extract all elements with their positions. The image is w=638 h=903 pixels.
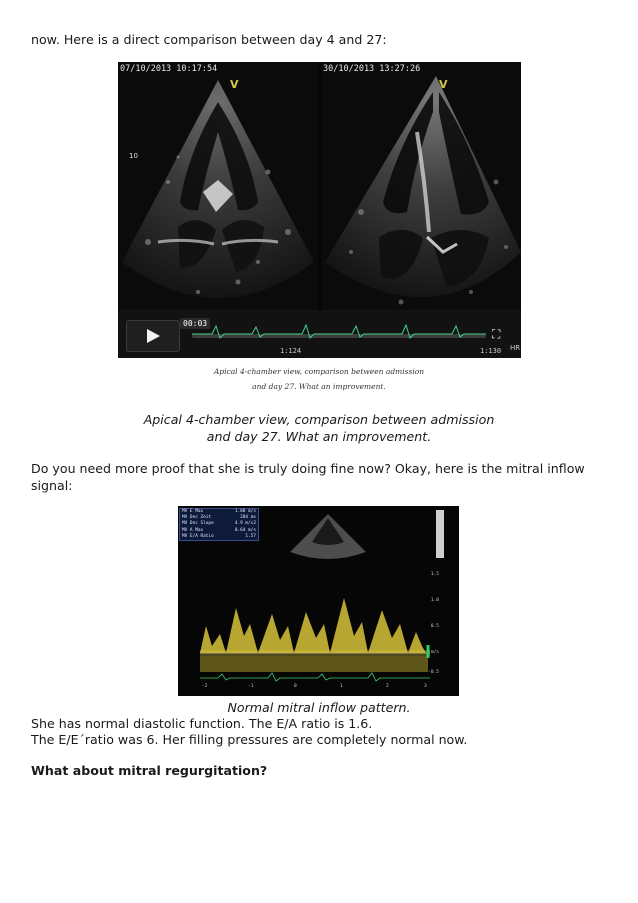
filling-pressure-line: The E/E´ratio was 6. Her filling pressures are completely normal now. — [31, 732, 468, 747]
timestamp-left: 07/10/2013 10:17:54 — [120, 64, 218, 74]
hr-label: HR — [510, 344, 521, 352]
x-tick: 2 — [386, 684, 389, 689]
scale-label: -0.5 — [428, 670, 439, 675]
depth-label: 10 — [129, 152, 138, 160]
embedded-caption-line1: Apical 4-chamber view, comparison between admission — [213, 367, 425, 376]
x-tick: -2 — [202, 684, 208, 689]
v-marker-right: V — [439, 78, 448, 91]
v-marker-left: V — [230, 78, 239, 91]
x-tick: 0 — [294, 684, 297, 689]
scale-label: m/s — [430, 650, 439, 655]
echo-comparison-video[interactable] — [118, 62, 521, 358]
x-tick: -1 — [248, 684, 254, 689]
playback-time: 00:03 — [180, 318, 210, 329]
intro-text: now. Here is a direct comparison between day 4 and 27: — [31, 32, 387, 47]
mitral-inflow-doppler-image — [178, 506, 459, 696]
play-icon[interactable] — [126, 320, 180, 352]
frame-counter-right: 1:130 — [480, 347, 502, 355]
caption-echo-line1: Apical 4-chamber view, comparison between admission — [143, 412, 495, 427]
caption-doppler: Normal mitral inflow pattern. — [227, 700, 411, 715]
embedded-caption-line2: and day 27. What an improvement. — [252, 382, 386, 391]
paragraph-proof-line2: signal: — [31, 478, 73, 493]
timestamp-right: 30/10/2013 13:27:26 — [323, 64, 421, 74]
x-tick: 3 — [424, 684, 427, 689]
fullscreen-icon[interactable]: ⛶ — [492, 327, 501, 341]
video-controls — [118, 310, 521, 358]
scale-label: 0.5 — [430, 624, 439, 629]
section-heading: What about mitral regurgitation? — [31, 763, 268, 778]
measurement-table: MV E Max 1.00 m/s MV Dec Zeit 204 ms MV Dec Slope 4.9 m/s2 MV A Max 0.64 m/s MV E/A Ratio 1.57 — [179, 508, 259, 541]
scale-label: 1.0 — [430, 598, 439, 603]
caption-echo-line2: and day 27. What an improvement. — [206, 429, 432, 444]
scale-label: 1.5 — [430, 572, 439, 577]
ecg-trace — [192, 322, 486, 342]
diastolic-function-line: She has normal diastolic function. The E/A ratio is 1.6. — [31, 716, 373, 731]
paragraph-proof-line1: Do you need more proof that she is truly doing fine now? Okay, here is the mitral inflow — [31, 461, 585, 476]
frame-counter-left: 1:124 — [280, 347, 302, 355]
doppler-trace — [178, 506, 459, 696]
x-tick: 1 — [340, 684, 343, 689]
